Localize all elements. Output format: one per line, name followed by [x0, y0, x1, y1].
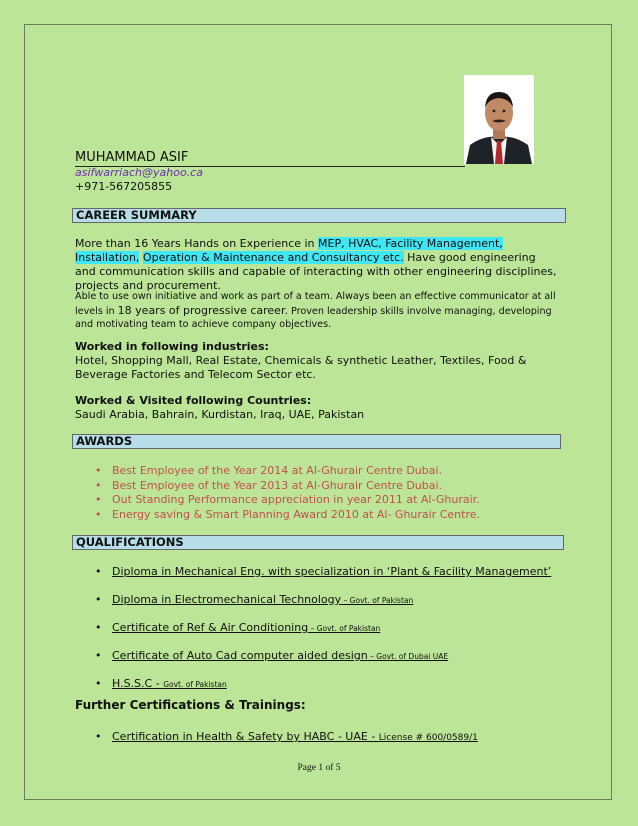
further-certifications-heading: Further Certifications & Trainings: — [75, 698, 306, 712]
industries-heading: Worked in following industries: — [75, 340, 269, 353]
qualification-note: – Govt. of Pakistan — [308, 624, 381, 633]
qualification-item — [95, 565, 555, 580]
summary-text: 18 years of progressive career. — [117, 303, 288, 317]
qualifications-list — [95, 565, 555, 705]
qualification-item — [95, 621, 555, 636]
candidate-name: MUHAMMAD ASIF — [75, 150, 465, 167]
qualification-title: Certificate of Ref & Air Conditioning — [112, 621, 309, 634]
summary-highlight: MEP, HVAC, Facility Management, — [318, 237, 503, 250]
career-summary-paragraph-2 — [75, 290, 559, 332]
profile-photo — [464, 75, 534, 164]
phone-number: +971-567205855 — [75, 180, 173, 193]
qualification-item — [95, 649, 555, 664]
qualification-title: Diploma in Mechanical Eng. with specialization in ‘Plant & Facility Management’ — [112, 565, 552, 578]
certification-title: Certification in Health & Safety by HABC - UAE - — [112, 730, 379, 743]
page-number: Page 1 of 5 — [297, 763, 341, 773]
summary-highlight: Installation, — [75, 251, 140, 264]
career-summary-paragraph — [75, 237, 559, 293]
qualification-note: – Govt. of Dubai UAE — [367, 652, 449, 661]
summary-text: Have good engineering and communication skills and capable of interacting with other engineering disciplines, projects and procurement. — [75, 251, 557, 292]
countries-heading: Worked & Visited following Countries: — [75, 394, 312, 407]
summary-highlight: Operation & Maintenance and Consultancy etc. — [142, 251, 404, 264]
section-awards: AWARDS — [72, 434, 561, 449]
award-item: • Best Employee of the Year 2013 at Al-Ghurair Centre Dubai. — [95, 479, 545, 494]
email-link[interactable]: asifwarriach@yahoo.ca — [75, 166, 203, 179]
section-career-summary: CAREER SUMMARY — [72, 208, 566, 223]
certification-item — [95, 730, 555, 745]
qualification-title: Certificate of Auto Cad computer aided design — [112, 649, 368, 662]
award-item: • Best Employee of the Year 2014 at Al-Ghurair Centre Dubai. — [95, 464, 545, 479]
summary-text: Proven leadership skills involve managing, developing and motivating team to achieve company objectives. — [75, 305, 552, 330]
qualification-item — [95, 677, 555, 692]
summary-text: More than 16 Years Hands on Experience in — [75, 237, 319, 250]
certification-license: License # 600/0589/1 — [378, 733, 478, 743]
further-certifications-list — [95, 730, 555, 758]
award-item: • Energy saving & Smart Planning Award 2010 at Al- Ghurair Centre. — [95, 508, 545, 523]
qualification-title: Diploma in Electromechanical Technology — [112, 593, 342, 606]
countries-text: Saudi Arabia, Bahrain, Kurdistan, Iraq, UAE, Pakistan — [75, 408, 365, 421]
qualification-note: Govt. of Pakistan — [163, 680, 227, 689]
award-item: • Out Standing Performance appreciation in year 2011 at Al-Ghurair. — [95, 493, 545, 508]
awards-list — [95, 464, 545, 522]
qualification-item — [95, 593, 555, 608]
industries-text: Hotel, Shopping Mall, Real Estate, Chemicals & synthetic Leather, Textiles, Food & Beverage Factories and Telecom Sector etc. — [75, 354, 527, 381]
summary-text: Able to use own initiative and work as part of a team. Always been an effective communicator at all levels in — [75, 291, 556, 317]
qualification-title: H.S.S.C - — [112, 677, 164, 690]
section-qualifications: QUALIFICATIONS — [72, 535, 564, 550]
qualification-note: – Govt. of Pakistan — [341, 596, 414, 605]
